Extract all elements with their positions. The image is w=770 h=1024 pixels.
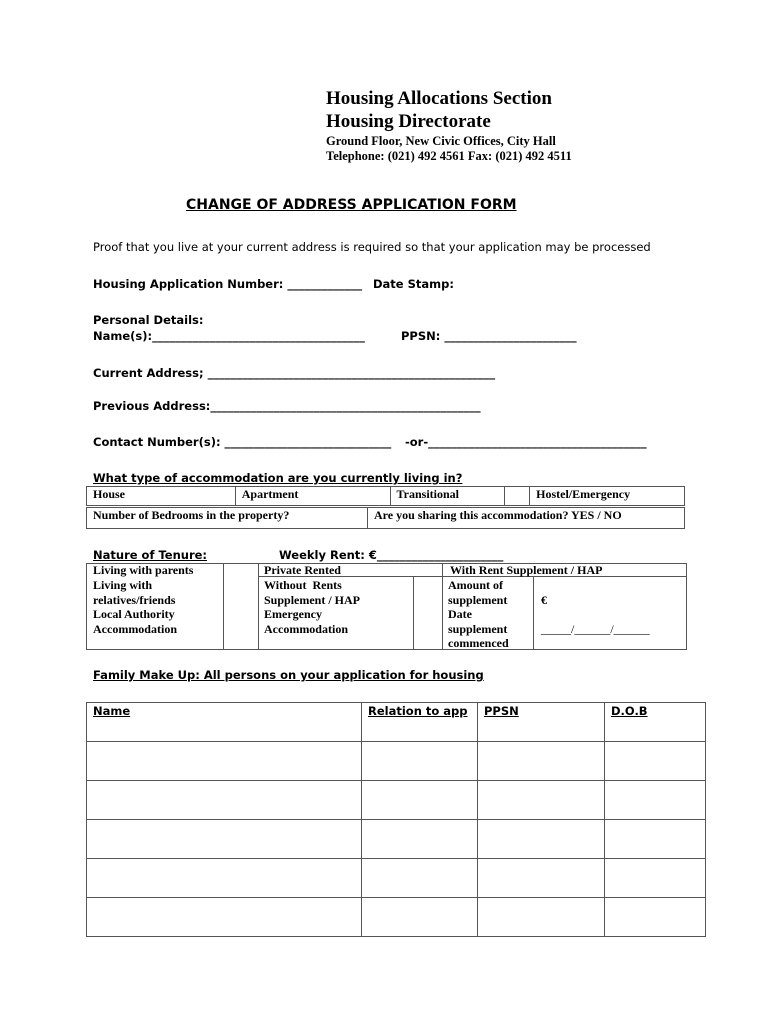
names-field[interactable]: Name(s):_____________________________________ [93, 329, 365, 343]
family-heading: Family Make Up: All persons on your application for housing [93, 668, 484, 682]
accommodation-table [86, 486, 685, 506]
table-row [87, 898, 706, 937]
header-address: Ground Floor, New Civic Offices, City Hall [326, 134, 556, 148]
header-title-1: Housing Allocations Section [326, 88, 552, 109]
header-phone: Telephone: (021) 492 4561 Fax: (021) 492 4511 [326, 149, 572, 163]
type-apartment[interactable]: Apartment [235, 487, 390, 506]
type-checkbox-cell[interactable] [504, 487, 529, 506]
type-transitional[interactable]: Transitional [390, 487, 504, 506]
col-dob: D.O.B [605, 703, 706, 742]
form-title: CHANGE OF ADDRESS APPLICATION FORM [186, 197, 517, 213]
table-row [87, 859, 706, 898]
tenure-table [86, 563, 687, 650]
col-ppsn: PPSN [478, 703, 605, 742]
tenure-private-rented[interactable]: Private Rented [264, 563, 341, 577]
amount-supplement-field[interactable]: € [541, 593, 547, 607]
tenure-emergency[interactable]: Emergency Accommodation [264, 607, 348, 636]
date-stamp-label: Date Stamp: [373, 277, 454, 291]
col-name: Name [87, 703, 362, 742]
current-address-field[interactable]: Current Address; __________________________________________________ [93, 366, 496, 380]
contact-number-alt-field[interactable]: -or-______________________________________ [405, 435, 647, 449]
housing-app-number-field[interactable]: Housing Application Number: _____________ [93, 277, 363, 291]
previous-address-field[interactable]: Previous Address:_______________________________________________ [93, 399, 481, 413]
bedroom-table [86, 507, 685, 529]
tenure-living-relatives[interactable]: Living with relatives/friends [93, 578, 176, 607]
tenure-living-parents[interactable]: Living with parents [93, 563, 194, 577]
family-table [86, 702, 706, 937]
bedrooms-question[interactable]: Number of Bedrooms in the property? [87, 508, 368, 529]
proof-text: Proof that you live at your current address is required so that your application may be processed [93, 240, 651, 254]
col-relation: Relation to app [362, 703, 478, 742]
date-supplement-field[interactable]: _____/______/______ [541, 622, 650, 636]
weekly-rent-field[interactable]: Weekly Rent: €______________________ [279, 548, 504, 562]
accommodation-question: What type of accommodation are you currently living in? [93, 471, 463, 485]
date-supplement-label: Date supplement commenced [448, 607, 509, 650]
amount-supplement-label: Amount of supplement [448, 578, 508, 607]
contact-number-field[interactable]: Contact Number(s): _____________________________ [93, 435, 392, 449]
sharing-question[interactable]: Are you sharing this accommodation? YES / NO [368, 508, 685, 529]
type-house[interactable]: House [87, 487, 236, 506]
family-header-row [87, 703, 706, 742]
ppsn-field[interactable]: PPSN: _______________________ [401, 329, 577, 343]
tenure-without-rent-supplement[interactable]: Without Rents Supplement / HAP [264, 578, 361, 607]
tenure-with-rent-supplement[interactable]: With Rent Supplement / HAP [450, 563, 603, 577]
table-row [87, 820, 706, 859]
table-row [87, 781, 706, 820]
header-title-2: Housing Directorate [326, 111, 491, 132]
personal-details-label: Personal Details: [93, 313, 204, 327]
tenure-label: Nature of Tenure: [93, 548, 208, 562]
table-row [87, 742, 706, 781]
type-hostel[interactable]: Hostel/Emergency [530, 487, 685, 506]
tenure-local-authority[interactable]: Local Authority Accommodation [93, 607, 177, 636]
